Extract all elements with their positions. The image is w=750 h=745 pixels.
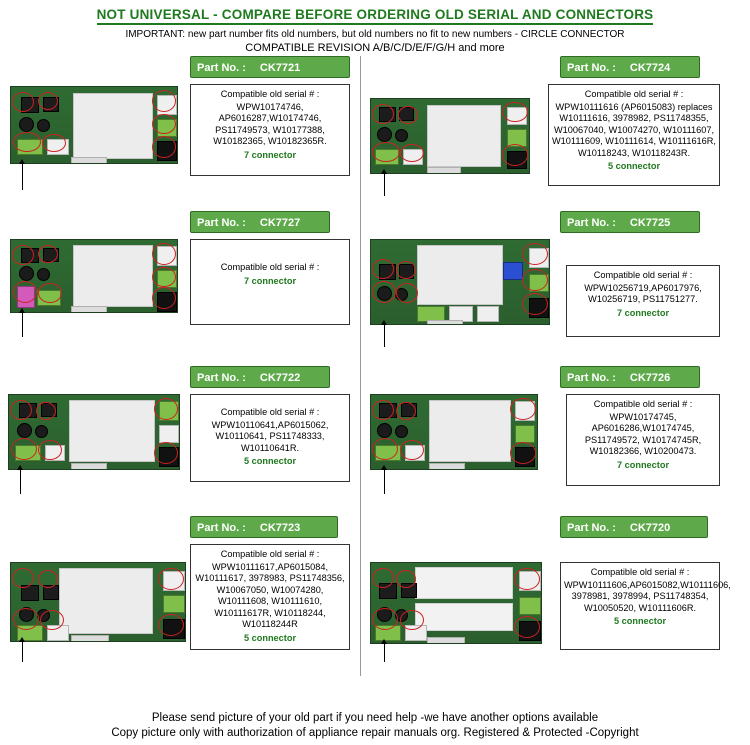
old-serial-list: WPW10174746, AP6016287,W10174746, PS11749573, W10177388, W10182365, W10182365R. (213, 101, 327, 146)
part-number-label (190, 56, 350, 78)
product-card (370, 366, 722, 516)
connector-highlight-circle (400, 440, 424, 460)
connector-highlight-circle (12, 568, 34, 588)
page-title: NOT UNIVERSAL - COMPARE BEFORE ORDERING OLD SERIAL AND CONNECTORS (97, 7, 654, 25)
part-number-value: CK7726 (629, 372, 671, 384)
part-number-value: CK7727 (259, 217, 301, 229)
header-subtitle: IMPORTANT: new part number fits old numbers, but old numbers no fit to new numbers - CIRCLE CONNECTOR (125, 29, 625, 40)
old-serial-list: WPW10111617,AP6015084, W10111617, 3978983, PS11748356, W10067050, W10074280, W10111608, W10111610, W10111617R, W10118244, W10118244R (195, 561, 345, 629)
page-footer (0, 712, 750, 739)
connector-highlight-circle (510, 398, 536, 420)
connector-highlight-circle (372, 608, 398, 630)
connector-highlight-circle (372, 259, 394, 279)
compatibility-info-box (548, 84, 720, 186)
connector-highlight-circle (152, 114, 176, 134)
compatibility-info-box (190, 239, 350, 325)
connector-highlight-circle (10, 400, 32, 420)
old-serial-list: WPW10110641,AP6015062, W10110641, PS11748333, W10110641R. (211, 419, 329, 453)
compatibility-info-box (560, 562, 731, 650)
connector-count: 7 connector (243, 275, 297, 286)
old-serial-list: WPW10256719,AP6017976, W10256719, PS11751277. (584, 282, 702, 304)
part-number-label (560, 516, 708, 538)
connector-highlight-circle (398, 106, 418, 124)
connector-highlight-circle (42, 134, 66, 152)
product-card (0, 366, 352, 516)
connector-highlight-circle (372, 104, 394, 124)
connector-count: 5 connector (243, 632, 297, 643)
connector-highlight-circle (40, 610, 64, 630)
compatibility-info-box (190, 84, 350, 176)
connector-highlight-circle (154, 442, 178, 464)
connector-highlight-circle (372, 568, 394, 588)
connector-count: 5 connector (243, 456, 297, 466)
connector-highlight-circle (13, 608, 39, 630)
connector-highlight-circle (152, 136, 176, 158)
connector-highlight-circle (158, 568, 184, 590)
part-number-label (560, 211, 700, 233)
footer-copyright-text: Copy picture only with authorization of appliance repair manuals org. Registered & Protected -Copyright (111, 727, 639, 739)
product-card (370, 211, 722, 361)
part-label-text: Part No. : (197, 522, 246, 534)
part-number-value: CK7722 (259, 372, 301, 384)
connector-highlight-circle (152, 243, 176, 265)
connector-highlight-circle (514, 568, 540, 590)
page-header (0, 0, 750, 54)
catalog-grid (0, 56, 750, 686)
connector-count: 7 connector (616, 459, 670, 470)
old-serial-list: WPW10111606,AP6015082,W10111606, 3978981, 3978994, PS11748354, W10050520, W10111606R. (564, 579, 731, 613)
product-card (370, 56, 722, 206)
connector-highlight-circle (372, 281, 396, 303)
compatibility-info-box (190, 544, 350, 650)
connector-count: 5 connector (613, 616, 667, 626)
connector-highlight-circle (522, 293, 548, 315)
part-label-text: Part No. : (197, 372, 246, 384)
product-card (0, 56, 352, 206)
connector-highlight-circle (158, 614, 184, 636)
part-number-value: CK7723 (259, 522, 301, 534)
connector-highlight-circle (514, 616, 540, 638)
connector-highlight-circle (396, 283, 418, 303)
connector-highlight-circle (502, 102, 528, 122)
connector-highlight-circle (38, 283, 62, 303)
part-number-value: CK7725 (629, 217, 671, 229)
connector-count: 7 connector (243, 149, 297, 160)
connector-highlight-circle (152, 267, 176, 287)
part-label-text: Part No. : (567, 217, 616, 229)
part-number-label (190, 516, 338, 538)
connector-count: 7 connector (616, 307, 670, 318)
connector-highlight-circle (13, 281, 37, 303)
connector-highlight-circle (502, 144, 528, 166)
info-lead-text: Compatible old serial # : (584, 89, 684, 99)
info-lead-text: Compatible old serial # : (593, 399, 693, 409)
connector-count: 5 connector (607, 161, 661, 171)
connector-highlight-circle (36, 402, 56, 420)
connector-highlight-circle (372, 438, 398, 460)
part-number-label (190, 211, 330, 233)
info-lead-text: Compatible old serial # : (220, 407, 320, 417)
info-lead-text: Compatible old serial # : (220, 89, 320, 99)
part-label-text: Part No. : (567, 522, 616, 534)
connector-highlight-circle (510, 442, 536, 464)
connector-highlight-circle (11, 438, 37, 460)
part-number-value: CK7724 (629, 62, 671, 74)
connector-highlight-circle (400, 144, 424, 162)
connector-highlight-circle (13, 132, 41, 152)
part-number-value: CK7720 (629, 522, 671, 534)
connector-highlight-circle (400, 610, 424, 630)
info-lead-text: Compatible old serial # : (220, 262, 320, 272)
part-number-label (560, 366, 700, 388)
column-divider (360, 56, 361, 676)
connector-highlight-circle (38, 570, 58, 588)
connector-highlight-circle (522, 269, 548, 291)
connector-highlight-circle (372, 142, 400, 162)
connector-highlight-circle (152, 287, 176, 309)
info-lead-text: Compatible old serial # : (590, 567, 690, 577)
connector-highlight-circle (38, 440, 62, 460)
info-lead-text: Compatible old serial # : (220, 549, 320, 559)
connector-highlight-circle (38, 92, 58, 110)
connector-highlight-circle (396, 261, 416, 279)
connector-highlight-circle (372, 400, 394, 420)
compatibility-info-box (566, 265, 720, 337)
compatibility-info-box (190, 394, 350, 482)
part-label-text: Part No. : (197, 217, 246, 229)
part-label-text: Part No. : (567, 62, 616, 74)
old-serial-list: WPW10111616 (AP6015083) replaces W10111616, 3978982, PS11748355, W10067040, W10074270, W10111607, W10111609, W10111614, W10111616R, W10118243, W10118243R. (552, 101, 716, 158)
part-label-text: Part No. : (197, 62, 246, 74)
connector-highlight-circle (396, 402, 416, 420)
connector-highlight-circle (522, 243, 548, 265)
connector-highlight-circle (12, 245, 34, 265)
footer-help-text: Please send picture of your old part if you need help -we have another options available (151, 712, 599, 724)
part-label-text: Part No. : (567, 372, 616, 384)
part-number-label (560, 56, 700, 78)
info-lead-text: Compatible old serial # : (593, 270, 693, 280)
connector-highlight-circle (152, 90, 176, 112)
part-number-label (190, 366, 330, 388)
header-subtitle-secondary: COMPATIBLE REVISION A/B/C/D/E/F/G/H and more (245, 42, 505, 54)
connector-highlight-circle (38, 245, 58, 263)
part-number-value: CK7721 (259, 62, 301, 74)
compatibility-info-box (566, 394, 720, 486)
product-card (0, 211, 352, 361)
product-card (370, 516, 731, 666)
connector-highlight-circle (396, 570, 416, 588)
connector-highlight-circle (12, 92, 34, 112)
old-serial-list: WPW10174745, AP6016286,W10174745, PS11749572, W10174745R, W10182366, W10200473. (584, 411, 702, 456)
connector-highlight-circle (154, 398, 178, 420)
product-card (0, 516, 352, 666)
